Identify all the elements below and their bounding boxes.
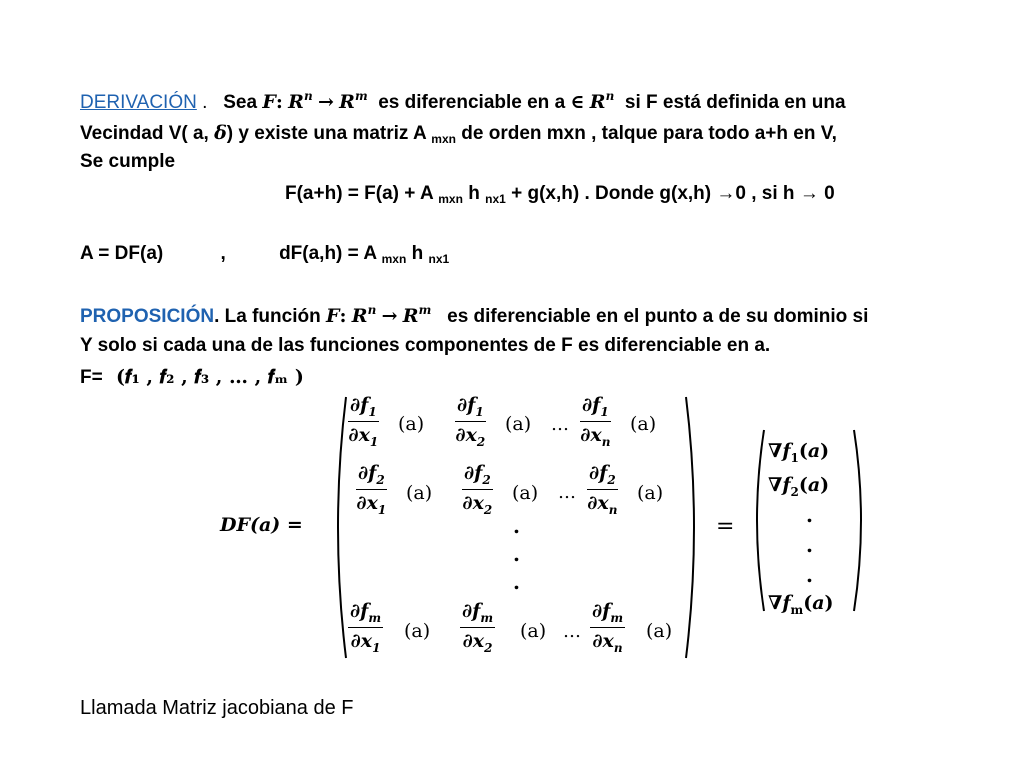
partial-fm-xn: $\frac{\partial f_m}{\partial x_n}$ — [592, 600, 624, 655]
vertical-dot: . — [513, 570, 520, 594]
partial-f1-xn: $\frac{\partial f_1}{\partial x_n}$ — [580, 394, 611, 449]
matrix-left-paren — [328, 395, 350, 660]
jacobian-lhs: DF(a) = — [220, 514, 303, 536]
partial-f2-x1: $\frac{\partial f_2}{\partial x_1}$ — [356, 462, 387, 517]
arg-a: (a) — [646, 620, 673, 642]
definition-line-3: Se cumple — [80, 151, 176, 172]
arg-a: (a) — [637, 482, 664, 504]
vertical-dot: . — [513, 514, 520, 538]
arg-a: (a) — [406, 482, 433, 504]
arg-a: (a) — [398, 413, 425, 435]
arg-a: (a) — [512, 482, 539, 504]
arg-a: (a) — [630, 413, 657, 435]
jacobian-caption: Llamada Matriz jacobiana de F — [80, 697, 354, 719]
vertical-dot: . — [513, 542, 520, 566]
definition-line-2: Vecindad V( a, δ) y existe una matriz A $_{mxn}$ de orden mxn , talque para todo a+h en V, — [80, 122, 837, 146]
vector-vertical-dot: . — [806, 533, 813, 557]
arg-a: (a) — [505, 413, 532, 435]
notation-line: A = DF(a) , dF(a,h) = A $_{mxn}$ h $_{nx1}$ — [80, 243, 450, 266]
partial-f2-x2: $\frac{\partial f_2}{\partial x_2}$ — [462, 462, 493, 517]
partial-f1-x1: $\frac{\partial f_1}{\partial x_1}$ — [348, 394, 379, 449]
definition-equation: F(a+h) = F(a) + A $_{mxn}$ h $_{nx1}$ + g(x,h) . Donde g(x,h) →0 , si h → 0 — [285, 183, 835, 206]
partial-f2-xn: $\frac{\partial f_2}{\partial x_n}$ — [587, 462, 618, 517]
vector-left-paren — [748, 428, 768, 613]
proposition-line-1: PROPOSICIÓN. La función F: $R^n \to R^m$ es diferenciable en el punto a de su dominio si — [80, 303, 869, 327]
gradient-f1: $\nabla f_1(a)$ — [768, 440, 830, 465]
arg-a: (a) — [520, 620, 547, 642]
matrix-equals: = — [716, 514, 735, 539]
partial-f1-x2: $\frac{\partial f_1}{\partial x_2}$ — [455, 394, 486, 449]
definition-heading: DERIVACIÓN — [80, 92, 197, 113]
gradient-fm: $\nabla f_m(a)$ — [768, 592, 834, 617]
arg-a: (a) — [404, 620, 431, 642]
proposition-heading: PROPOSICIÓN — [80, 306, 215, 327]
gradient-f2: $\nabla f_2(a)$ — [768, 474, 830, 499]
row-hdots: … — [551, 414, 569, 435]
vector-right-paren — [850, 428, 870, 613]
definition-line-1: DERIVACIÓN . Sea F: $R^n \to R^m$ es diferenciable en a ∈ $R^n$ si F está definida en una — [80, 89, 846, 113]
partial-fm-x2: $\frac{\partial f_m}{\partial x_2}$ — [462, 600, 494, 655]
vector-vertical-dot: . — [806, 563, 813, 587]
row-hdots: … — [563, 621, 581, 642]
vector-vertical-dot: . — [806, 503, 813, 527]
partial-fm-x1: $\frac{\partial f_m}{\partial x_1}$ — [350, 600, 382, 655]
matrix-right-paren — [682, 395, 704, 660]
row-hdots: … — [558, 482, 576, 503]
proposition-line-2: Y solo si cada una de las funciones componentes de F es diferenciable en a. — [80, 335, 771, 356]
proposition-f-tuple: F= (𝒇₁ , 𝒇₂ , 𝒇₃ , … , 𝒇ₘ ) — [80, 366, 304, 388]
